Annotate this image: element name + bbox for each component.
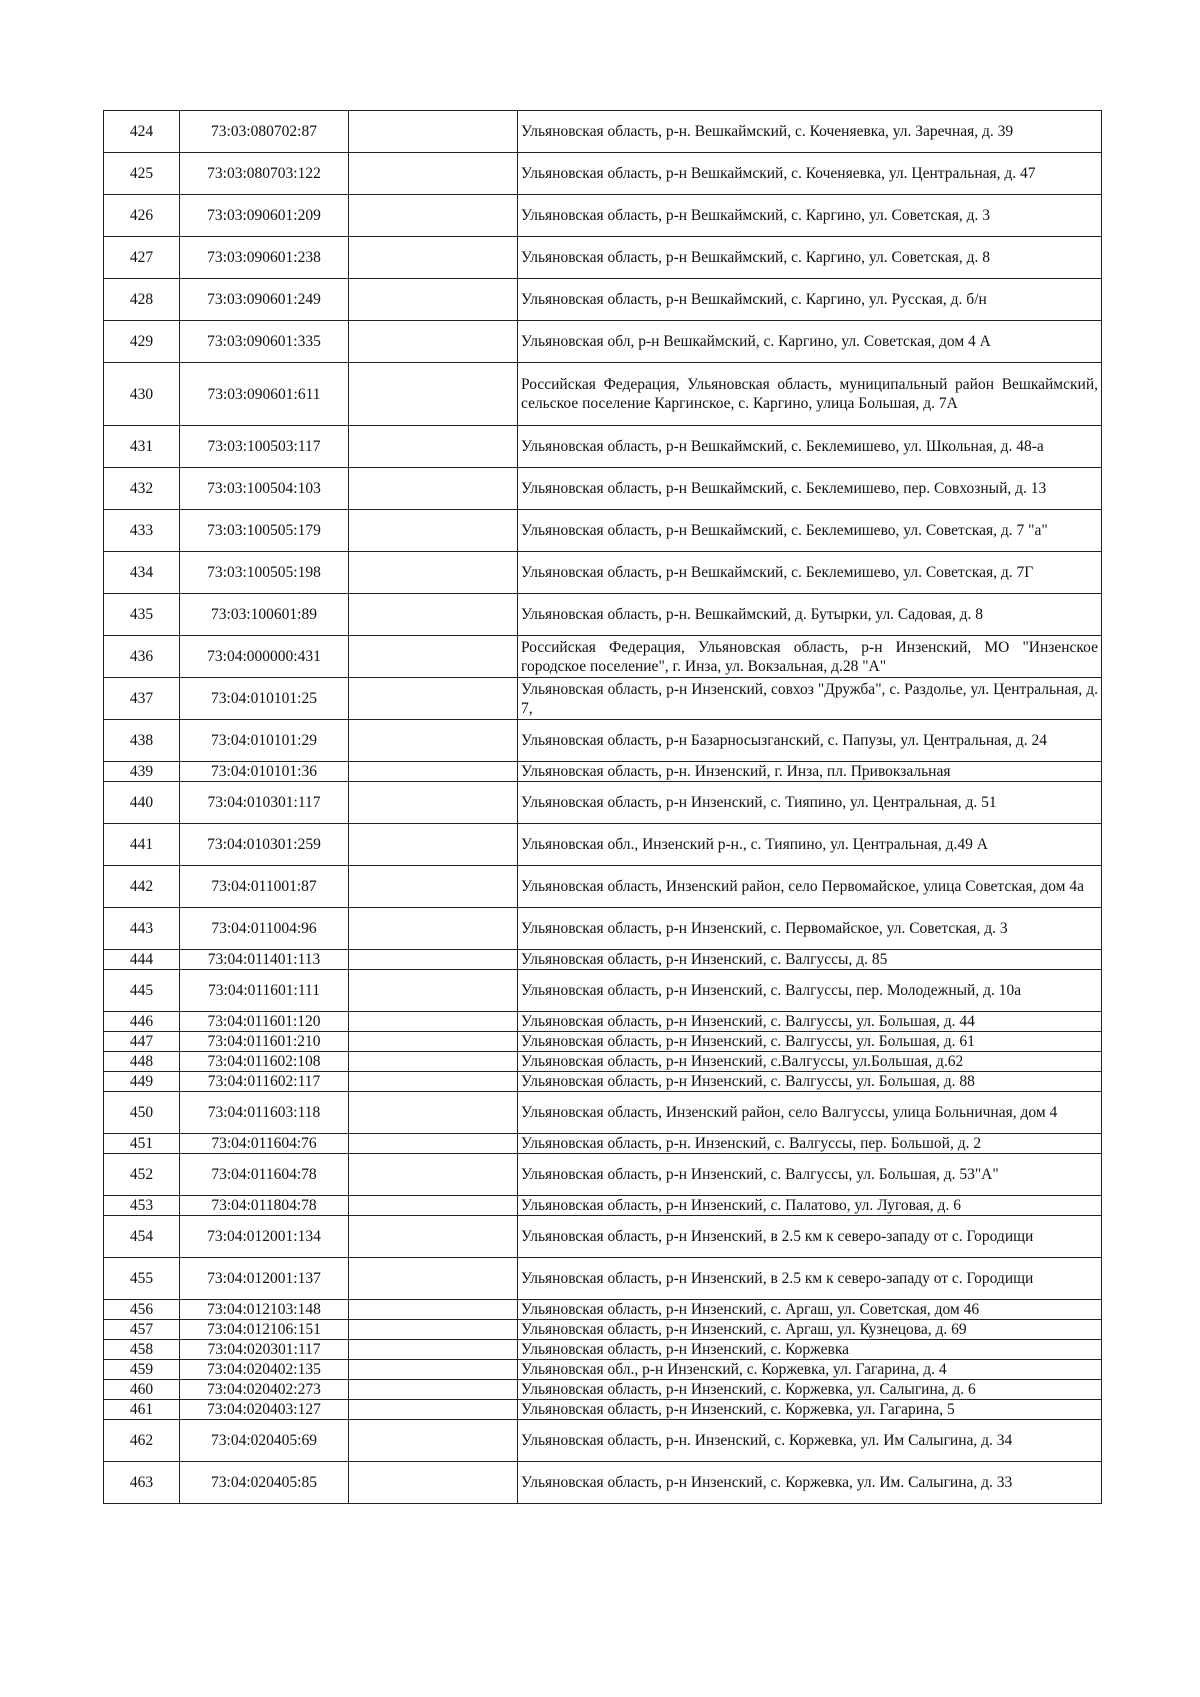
empty-cell <box>349 1196 518 1216</box>
address-cell: Ульяновская область, р-н. Вешкаймский, д. Бутырки, ул. Садовая, д. 8 <box>518 594 1102 636</box>
registry-table <box>103 110 1102 1504</box>
row-number: 426 <box>104 195 180 237</box>
cadastral-number: 73:04:020402:273 <box>180 1380 349 1400</box>
row-number: 446 <box>104 1012 180 1032</box>
cadastral-number: 73:04:020403:127 <box>180 1400 349 1420</box>
cadastral-number: 73:04:011601:111 <box>180 970 349 1012</box>
row-number: 429 <box>104 321 180 363</box>
address-cell: Ульяновская область, р-н Вешкаймский, с. Беклемишево, ул. Школьная, д. 48-а <box>518 426 1102 468</box>
row-number: 430 <box>104 363 180 426</box>
row-number: 450 <box>104 1092 180 1134</box>
empty-cell <box>349 782 518 824</box>
table-row <box>104 1258 1102 1300</box>
cadastral-number: 73:04:011401:113 <box>180 950 349 970</box>
address-cell: Ульяновская область, р-н. Инзенский, с. Коржевка, ул. Им Салыгина, д. 34 <box>518 1420 1102 1462</box>
cadastral-number: 73:03:100503:117 <box>180 426 349 468</box>
cadastral-number: 73:04:011602:108 <box>180 1052 349 1072</box>
row-number: 440 <box>104 782 180 824</box>
empty-cell <box>349 510 518 552</box>
cadastral-number: 73:03:100505:198 <box>180 552 349 594</box>
empty-cell <box>349 1340 518 1360</box>
empty-cell <box>349 153 518 195</box>
table-row <box>104 1032 1102 1052</box>
empty-cell <box>349 1216 518 1258</box>
row-number: 443 <box>104 908 180 950</box>
empty-cell <box>349 1134 518 1154</box>
cadastral-number: 73:04:010301:259 <box>180 824 349 866</box>
cadastral-number: 73:04:020405:69 <box>180 1420 349 1462</box>
cadastral-number: 73:04:012001:137 <box>180 1258 349 1300</box>
row-number: 454 <box>104 1216 180 1258</box>
table-row <box>104 321 1102 363</box>
cadastral-number: 73:03:090601:335 <box>180 321 349 363</box>
address-cell: Ульяновская область, р-н Инзенский, с. Валгуссы, ул. Большая, д. 44 <box>518 1012 1102 1032</box>
empty-cell <box>349 1462 518 1504</box>
row-number: 452 <box>104 1154 180 1196</box>
cadastral-number: 73:04:010101:25 <box>180 678 349 720</box>
table-row <box>104 1320 1102 1340</box>
address-cell: Ульяновская область, р-н Вешкаймский, с. Коченяевка, ул. Центральная, д. 47 <box>518 153 1102 195</box>
cadastral-number: 73:03:080703:122 <box>180 153 349 195</box>
row-number: 462 <box>104 1420 180 1462</box>
row-number: 463 <box>104 1462 180 1504</box>
row-number: 438 <box>104 720 180 762</box>
address-cell: Ульяновская область, р-н Базарносызганский, с. Папузы, ул. Центральная, д. 24 <box>518 720 1102 762</box>
address-cell: Ульяновская область, р-н Инзенский, с. Валгуссы, д. 85 <box>518 950 1102 970</box>
empty-cell <box>349 762 518 782</box>
row-number: 425 <box>104 153 180 195</box>
table-row <box>104 468 1102 510</box>
address-cell: Ульяновская область, р-н Вешкаймский, с. Беклемишево, ул. Советская, д. 7Г <box>518 552 1102 594</box>
cadastral-number: 73:04:012001:134 <box>180 1216 349 1258</box>
address-cell: Ульяновская область, р-н Инзенский, с. Первомайское, ул. Советская, д. 3 <box>518 908 1102 950</box>
row-number: 457 <box>104 1320 180 1340</box>
table-row <box>104 1462 1102 1504</box>
cadastral-number: 73:03:100504:103 <box>180 468 349 510</box>
table-row <box>104 950 1102 970</box>
cadastral-number: 73:04:011001:87 <box>180 866 349 908</box>
address-cell: Ульяновская область, р-н Инзенский, с. Коржевка, ул. Салыгина, д. 6 <box>518 1380 1102 1400</box>
row-number: 444 <box>104 950 180 970</box>
cadastral-number: 73:04:011601:120 <box>180 1012 349 1032</box>
empty-cell <box>349 111 518 153</box>
address-cell: Ульяновская область, р-н Инзенский, совхоз "Дружба", с. Раздолье, ул. Центральная, д. 7, <box>518 678 1102 720</box>
empty-cell <box>349 237 518 279</box>
cadastral-number: 73:03:100505:179 <box>180 510 349 552</box>
table-row <box>104 510 1102 552</box>
address-cell: Ульяновская обл., Инзенский р-н., с. Тияпино, ул. Центральная, д.49 А <box>518 824 1102 866</box>
table-row <box>104 636 1102 678</box>
empty-cell <box>349 1092 518 1134</box>
row-number: 434 <box>104 552 180 594</box>
address-cell: Ульяновская область, р-н Инзенский, с. Аргаш, ул. Кузнецова, д. 69 <box>518 1320 1102 1340</box>
empty-cell <box>349 321 518 363</box>
row-number: 449 <box>104 1072 180 1092</box>
cadastral-number: 73:04:020402:135 <box>180 1360 349 1380</box>
table-row <box>104 1300 1102 1320</box>
empty-cell <box>349 1032 518 1052</box>
cadastral-number: 73:04:010101:29 <box>180 720 349 762</box>
table-row <box>104 782 1102 824</box>
empty-cell <box>349 1420 518 1462</box>
empty-cell <box>349 1154 518 1196</box>
address-cell: Ульяновская область, р-н Вешкаймский, с. Каргино, ул. Советская, д. 3 <box>518 195 1102 237</box>
address-cell: Ульяновская область, р-н. Инзенский, с. Валгуссы, пер. Большой, д. 2 <box>518 1134 1102 1154</box>
table-row <box>104 552 1102 594</box>
row-number: 447 <box>104 1032 180 1052</box>
table-row <box>104 1196 1102 1216</box>
cadastral-number: 73:04:012103:148 <box>180 1300 349 1320</box>
cadastral-number: 73:04:011604:76 <box>180 1134 349 1154</box>
table-row <box>104 363 1102 426</box>
empty-cell <box>349 279 518 321</box>
cadastral-number: 73:04:011603:118 <box>180 1092 349 1134</box>
empty-cell <box>349 1052 518 1072</box>
row-number: 455 <box>104 1258 180 1300</box>
empty-cell <box>349 720 518 762</box>
row-number: 441 <box>104 824 180 866</box>
table-row <box>104 1360 1102 1380</box>
address-cell: Ульяновская область, р-н Инзенский, в 2.5 км к северо-западу от с. Городищи <box>518 1258 1102 1300</box>
registry-body <box>104 111 1102 1504</box>
empty-cell <box>349 363 518 426</box>
table-row <box>104 195 1102 237</box>
address-cell: Ульяновская область, р-н. Вешкаймский, с. Коченяевка, ул. Заречная, д. 39 <box>518 111 1102 153</box>
table-row <box>104 1400 1102 1420</box>
table-row <box>104 970 1102 1012</box>
row-number: 445 <box>104 970 180 1012</box>
row-number: 433 <box>104 510 180 552</box>
table-row <box>104 908 1102 950</box>
empty-cell <box>349 1380 518 1400</box>
empty-cell <box>349 195 518 237</box>
address-cell: Ульяновская область, р-н Инзенский, с. Коржевка <box>518 1340 1102 1360</box>
empty-cell <box>349 1300 518 1320</box>
row-number: 428 <box>104 279 180 321</box>
empty-cell <box>349 1072 518 1092</box>
table-row <box>104 279 1102 321</box>
row-number: 458 <box>104 1340 180 1360</box>
address-cell: Ульяновская область, р-н Инзенский, с.Валгуссы, ул.Большая, д.62 <box>518 1052 1102 1072</box>
empty-cell <box>349 824 518 866</box>
row-number: 456 <box>104 1300 180 1320</box>
table-row <box>104 111 1102 153</box>
row-number: 439 <box>104 762 180 782</box>
address-cell: Ульяновская область, р-н Вешкаймский, с. Беклемишево, пер. Совхозный, д. 13 <box>518 468 1102 510</box>
row-number: 442 <box>104 866 180 908</box>
address-cell: Ульяновская область, р-н Инзенский, с. Валгуссы, ул. Большая, д. 61 <box>518 1032 1102 1052</box>
table-row <box>104 1134 1102 1154</box>
row-number: 431 <box>104 426 180 468</box>
empty-cell <box>349 866 518 908</box>
table-row <box>104 237 1102 279</box>
row-number: 459 <box>104 1360 180 1380</box>
row-number: 451 <box>104 1134 180 1154</box>
cadastral-number: 73:03:090601:249 <box>180 279 349 321</box>
address-cell: Ульяновская область, Инзенский район, село Первомайское, улица Советская, дом 4а <box>518 866 1102 908</box>
cadastral-number: 73:04:012106:151 <box>180 1320 349 1340</box>
cadastral-number: 73:03:090601:611 <box>180 363 349 426</box>
cadastral-number: 73:04:011804:78 <box>180 1196 349 1216</box>
empty-cell <box>349 678 518 720</box>
address-cell: Ульяновская область, р-н Инзенский, в 2.5 км к северо-западу от с. Городищи <box>518 1216 1102 1258</box>
empty-cell <box>349 908 518 950</box>
cadastral-number: 73:03:100601:89 <box>180 594 349 636</box>
table-row <box>104 678 1102 720</box>
table-row <box>104 762 1102 782</box>
address-cell: Российская Федерация, Ульяновская область, муниципальный район Вешкаймский, сельское поселение Каргинское, с. Каргино, улица Большая, д. 7А <box>518 363 1102 426</box>
row-number: 432 <box>104 468 180 510</box>
empty-cell <box>349 552 518 594</box>
address-cell: Ульяновская область, р-н Инзенский, с. Коржевка, ул. Им. Салыгина, д. 33 <box>518 1462 1102 1504</box>
cadastral-number: 73:03:090601:209 <box>180 195 349 237</box>
address-cell: Ульяновская обл, р-н Вешкаймский, с. Каргино, ул. Советская, дом 4 А <box>518 321 1102 363</box>
address-cell: Российская Федерация, Ульяновская область, р-н Инзенский, МО "Инзенское городское поселение", г. Инза, ул. Вокзальная, д.28 "А" <box>518 636 1102 678</box>
table-row <box>104 866 1102 908</box>
cadastral-number: 73:04:000000:431 <box>180 636 349 678</box>
cadastral-number: 73:04:020405:85 <box>180 1462 349 1504</box>
empty-cell <box>349 426 518 468</box>
cadastral-number: 73:04:010301:117 <box>180 782 349 824</box>
empty-cell <box>349 970 518 1012</box>
cadastral-number: 73:04:010101:36 <box>180 762 349 782</box>
empty-cell <box>349 1360 518 1380</box>
table-row <box>104 1052 1102 1072</box>
table-row <box>104 1380 1102 1400</box>
table-row <box>104 594 1102 636</box>
empty-cell <box>349 636 518 678</box>
table-row <box>104 1012 1102 1032</box>
empty-cell <box>349 1258 518 1300</box>
table-row <box>104 1420 1102 1462</box>
address-cell: Ульяновская область, р-н Вешкаймский, с. Каргино, ул. Русская, д. б/н <box>518 279 1102 321</box>
cadastral-number: 73:04:011601:210 <box>180 1032 349 1052</box>
table-row <box>104 1154 1102 1196</box>
row-number: 435 <box>104 594 180 636</box>
address-cell: Ульяновская область, р-н Вешкаймский, с. Каргино, ул. Советская, д. 8 <box>518 237 1102 279</box>
table-row <box>104 1072 1102 1092</box>
cadastral-number: 73:04:020301:117 <box>180 1340 349 1360</box>
empty-cell <box>349 1400 518 1420</box>
table-row <box>104 1216 1102 1258</box>
address-cell: Ульяновская область, р-н Инзенский, с. Палатово, ул. Луговая, д. 6 <box>518 1196 1102 1216</box>
address-cell: Ульяновская область, р-н Вешкаймский, с. Беклемишево, ул. Советская, д. 7 "а" <box>518 510 1102 552</box>
address-cell: Ульяновская область, р-н Инзенский, с. Коржевка, ул. Гагарина, 5 <box>518 1400 1102 1420</box>
row-number: 461 <box>104 1400 180 1420</box>
cadastral-number: 73:03:090601:238 <box>180 237 349 279</box>
table-row <box>104 824 1102 866</box>
row-number: 436 <box>104 636 180 678</box>
row-number: 453 <box>104 1196 180 1216</box>
table-row <box>104 153 1102 195</box>
cadastral-number: 73:04:011004:96 <box>180 908 349 950</box>
empty-cell <box>349 594 518 636</box>
table-row <box>104 426 1102 468</box>
empty-cell <box>349 468 518 510</box>
row-number: 448 <box>104 1052 180 1072</box>
address-cell: Ульяновская область, р-н Инзенский, с. Аргаш, ул. Советская, дом 46 <box>518 1300 1102 1320</box>
table-row <box>104 720 1102 762</box>
cadastral-number: 73:04:011602:117 <box>180 1072 349 1092</box>
empty-cell <box>349 1012 518 1032</box>
address-cell: Ульяновская обл., р-н Инзенский, с. Коржевка, ул. Гагарина, д. 4 <box>518 1360 1102 1380</box>
address-cell: Ульяновская область, р-н. Инзенский, г. Инза, пл. Привокзальная <box>518 762 1102 782</box>
cadastral-number: 73:03:080702:87 <box>180 111 349 153</box>
cadastral-number: 73:04:011604:78 <box>180 1154 349 1196</box>
empty-cell <box>349 1320 518 1340</box>
address-cell: Ульяновская область, р-н Инзенский, с. Валгуссы, ул. Большая, д. 53"А" <box>518 1154 1102 1196</box>
row-number: 437 <box>104 678 180 720</box>
empty-cell <box>349 950 518 970</box>
table-row <box>104 1092 1102 1134</box>
address-cell: Ульяновская область, р-н Инзенский, с. Валгуссы, ул. Большая, д. 88 <box>518 1072 1102 1092</box>
address-cell: Ульяновская область, Инзенский район, село Валгуссы, улица Больничная, дом 4 <box>518 1092 1102 1134</box>
address-cell: Ульяновская область, р-н Инзенский, с. Тияпино, ул. Центральная, д. 51 <box>518 782 1102 824</box>
table-row <box>104 1340 1102 1360</box>
row-number: 460 <box>104 1380 180 1400</box>
address-cell: Ульяновская область, р-н Инзенский, с. Валгуссы, пер. Молодежный, д. 10а <box>518 970 1102 1012</box>
row-number: 427 <box>104 237 180 279</box>
row-number: 424 <box>104 111 180 153</box>
